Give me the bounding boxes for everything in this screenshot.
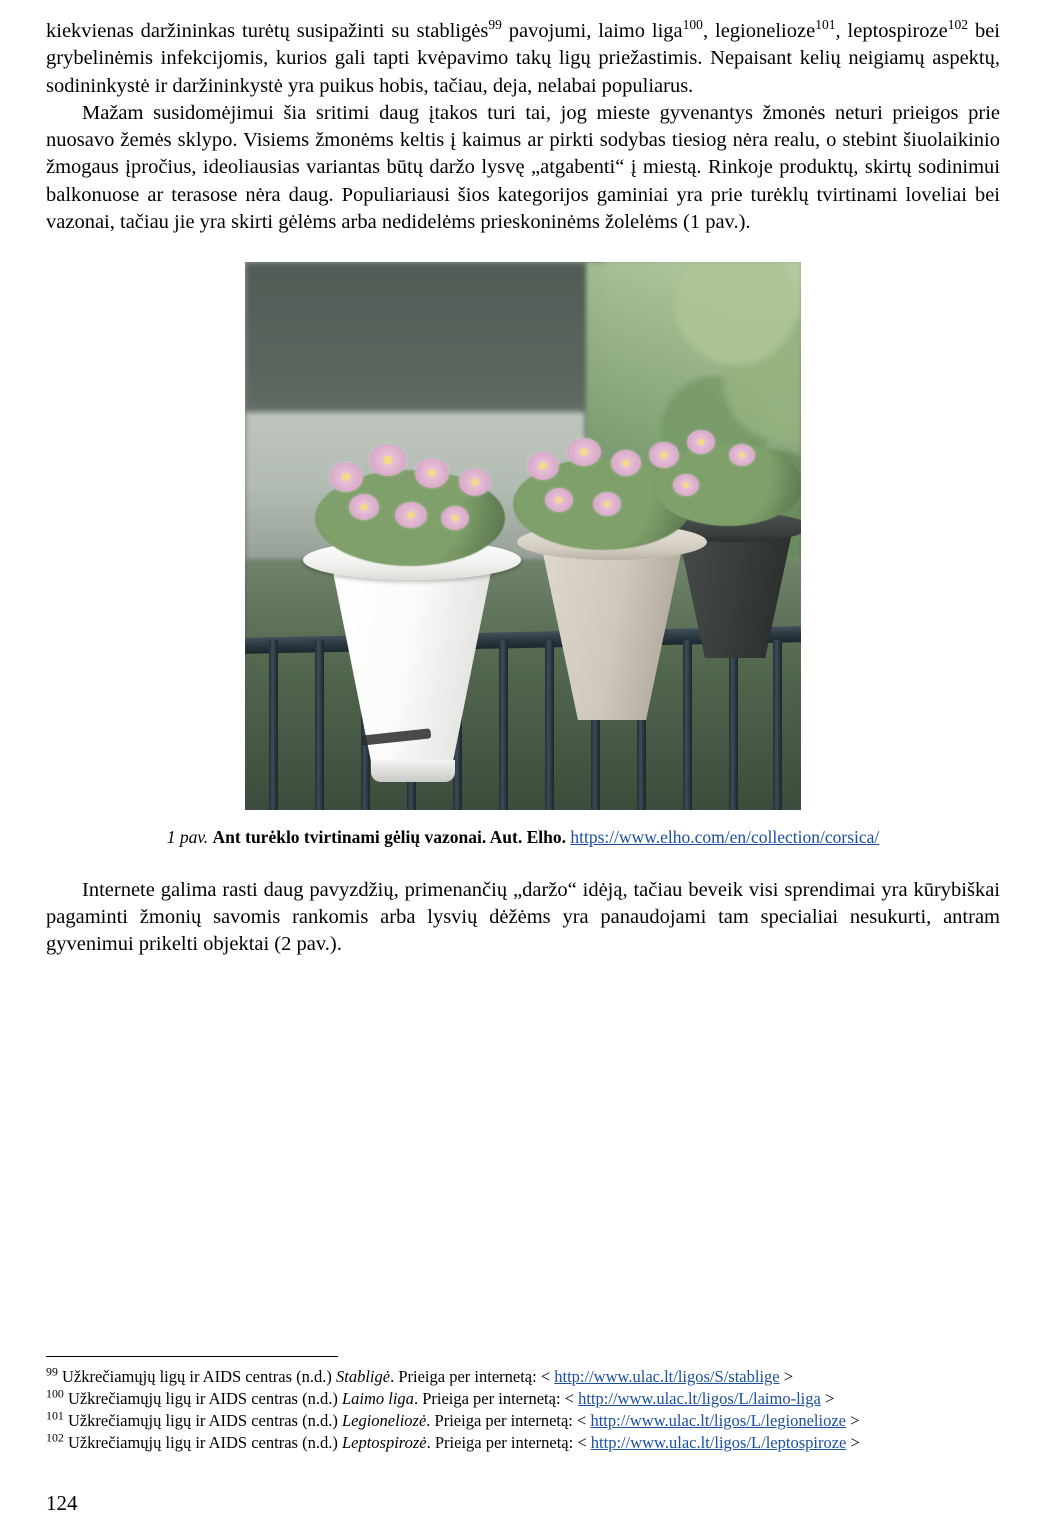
footnote-text: Užkrečiamųjų ligų ir AIDS centras (n.d.) [63,1410,342,1430]
footnote-ref-102[interactable]: 102 [947,17,969,33]
footnote-title: Legioneliozė [341,1410,427,1430]
footnote-link[interactable]: http://www.ulac.lt/ligos/S/stablige [554,1366,780,1386]
text-run: kiekvienas daržininkas turėtų susipažinti su stabligės [46,20,489,42]
footnote-text: Užkrečiamųjų ligų ir AIDS centras (n.d.) [63,1388,342,1408]
footnote-text: Užkrečiamųjų ligų ir AIDS centras (n.d.) [57,1366,337,1386]
footnote-text: > [846,1410,860,1430]
flower-bloom [729,444,755,466]
footnote-link[interactable]: http://www.ulac.lt/ligos/L/legionelioze [590,1410,847,1430]
footnote-ref-100[interactable]: 100 [682,17,703,33]
flower-bloom [369,444,407,476]
footnote-marker: 100 [46,1386,64,1401]
figure-source-link[interactable]: https://www.elho.com/en/collection/corsica/ [570,827,880,847]
page-body-continued [46,877,1000,959]
paragraph-1 [46,18,1000,100]
figure-1 [46,262,1000,849]
footnote-text: > [779,1366,794,1386]
flower-bloom [649,442,679,468]
footnote-link[interactable]: http://www.ulac.lt/ligos/L/leptospiroze [590,1432,847,1452]
figure-caption-text: Ant turėklo tvirtinami gėlių vazonai. Aut. Elho. [212,827,566,847]
footnote-text: > [820,1388,835,1408]
flower-bloom [395,502,427,528]
footnote-link[interactable]: http://www.ulac.lt/ligos/L/laimo-liga [578,1388,821,1408]
footnote-text: . Prieiga per internetą: < [413,1388,579,1408]
paragraph-2: Mažam susidomėjimui šia sritimi daug įtakos turi tai, jog mieste gyvenantys žmonės neturi prieigos prie nuosavo žemės sklypo. Visiems žmonėms keltis į kaimus ar pirkti sodybas tiesiog nėra realu, o stebint šiuolaikinio žmogaus įpročius, ideoliausias variantas būtų daržo lysvę „atgabenti“ į miestą. Rinkoje produktų, skirtų sodinimui balkonuose ar terasose nėra daug. Populiariausi šios kategorijos gaminiai yra prie turėklų tvirtinami loveliai bei vazonai, tačiau jie yra skirti gėlėms arba nedidelėms prieskoninėms žolelėms (1 pav.). [46,101,1000,233]
page-body [46,18,1000,236]
planter-white-base [371,760,455,782]
flower-bloom [567,438,601,466]
flower-bloom [593,492,621,516]
footnote-100 [46,1388,1000,1410]
flower-bloom [611,450,641,476]
text-run: , leptospiroze [835,20,948,42]
footnote-marker: 101 [46,1408,64,1423]
flower-bloom [329,462,363,492]
text-run: pavojumi, laimo liga [501,20,683,42]
footnote-marker: 102 [46,1430,64,1445]
flower-bloom [687,430,715,454]
footnote-text: . Prieiga per internetą: < [426,1432,591,1452]
footnote-title: Laimo liga [341,1388,414,1408]
footnote-title: Stabligė [336,1366,391,1386]
footnote-101 [46,1410,1000,1432]
flower-bloom [459,468,491,496]
figure-image-balcony-planters [245,262,801,810]
text-run: , legionelioze [702,20,816,42]
page-number: 124 [46,1491,78,1515]
footnote-text: Užkrečiamųjų ligų ir AIDS centras (n.d.) [63,1432,342,1452]
footnote-separator [46,1356,338,1357]
flower-bloom [673,474,699,496]
footnote-102 [46,1432,1000,1454]
footnote-marker: 99 [46,1364,58,1379]
figure-number: 1 pav. [166,827,209,847]
footnote-ref-99[interactable]: 99 [488,17,502,33]
flower-bloom [415,458,449,488]
footnote-title: Leptospirozė [341,1432,427,1452]
footnote-text: . Prieiga per internetą: < [426,1410,591,1430]
footnote-99 [46,1366,1000,1388]
paragraph-3: Internete galima rasti daug pavyzdžių, primenančių „daržo“ idėją, tačiau beveik visi sprendimai yra kūrybiškai pagaminti žmonių savomis rankomis arba lysvių dėžėms yra panaudojami tam specialiai nesukurti, antram gyvenimui prikelti objektai (2 pav.). [46,878,1000,956]
footnote-text: . Prieiga per internetą: < [390,1366,555,1386]
figure-caption [46,826,1000,849]
flower-bloom [527,452,559,480]
text-run: bei grybelinėmis infekcijomis, kurios gali tapti kvėpavimo takų ligų priežastimis. Nepaisant kelių neigiamų aspektų, sodininkystė ir daržininkystė yra puikus hobis, tačiau, deja, nelabai populiarus. [46,20,1000,97]
footnote-text: > [846,1432,860,1452]
footnote-ref-101[interactable]: 101 [815,17,836,33]
flower-bloom [545,488,573,512]
flower-bloom [349,494,379,520]
footnotes-section [46,1356,1000,1454]
flower-bloom [441,506,469,530]
